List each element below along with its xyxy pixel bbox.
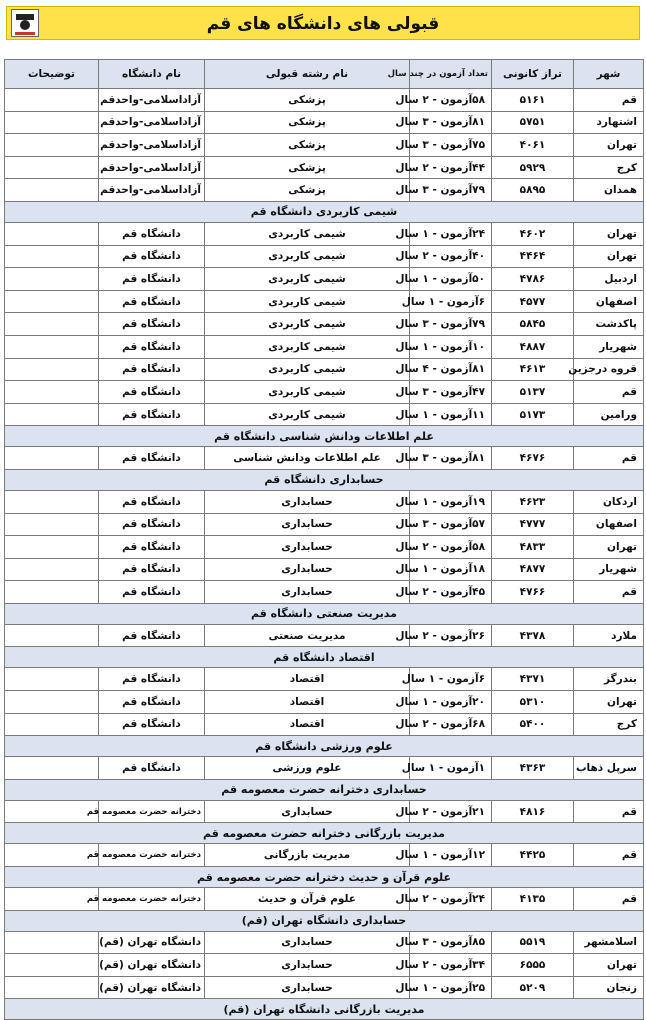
cell-exam-count: ۵۸آزمون - ۲ سال: [410, 536, 492, 559]
cell-city: اردکان: [574, 490, 644, 513]
section-header-row: [5, 469, 644, 490]
cell-city: ورامین: [574, 403, 644, 426]
admissions-table: [4, 59, 644, 1020]
table-row: [5, 403, 644, 426]
cell-major: حسابداری: [205, 490, 410, 513]
cell-score: ۴۸۷۷: [492, 558, 574, 581]
cell-notes: [5, 156, 99, 179]
cell-exam-count: ۸۵آزمون - ۳ سال: [410, 931, 492, 954]
title-banner: [6, 6, 640, 40]
cell-university: دانشگاه قم: [99, 403, 205, 426]
cell-exam-count: ۸۱آزمون - ۳ سال: [410, 447, 492, 470]
section-title: شیمی کاربردی دانشگاه قم: [5, 201, 644, 222]
cell-notes: [5, 800, 99, 823]
table-row: [5, 624, 644, 647]
cell-exam-count: ۸۱آزمون - ۳ سال: [410, 111, 492, 134]
cell-city: سرپل ذهاب: [574, 757, 644, 780]
table-row: [5, 156, 644, 179]
section-title: حسابداری دخترانه حضرت معصومه قم: [5, 779, 644, 800]
section-title: اقتصاد دانشگاه قم: [5, 647, 644, 668]
cell-exam-count: ۶آزمون - ۱ سال: [410, 668, 492, 691]
cell-university: دانشگاه قم: [99, 290, 205, 313]
cell-exam-count: ۲۴آزمون - ۲ سال: [410, 888, 492, 911]
table-row: [5, 536, 644, 559]
section-header-row: [5, 603, 644, 624]
cell-notes: [5, 757, 99, 780]
cell-score: ۴۶۲۳: [492, 490, 574, 513]
cell-score: ۴۷۷۷: [492, 513, 574, 536]
cell-major: پزشکی: [205, 111, 410, 134]
cell-university: دانشگاه قم: [99, 447, 205, 470]
cell-major: پزشکی: [205, 156, 410, 179]
cell-notes: [5, 888, 99, 911]
cell-score: ۴۸۸۷: [492, 335, 574, 358]
page-header: [0, 0, 646, 46]
cell-major: حسابداری: [205, 536, 410, 559]
cell-major: شیمی کاربردی: [205, 268, 410, 291]
cell-notes: [5, 581, 99, 604]
section-header-row: [5, 999, 644, 1020]
cell-score: ۵۱۷۳: [492, 403, 574, 426]
cell-major: علوم قرآن و حدیث: [205, 888, 410, 911]
cell-major: شیمی کاربردی: [205, 358, 410, 381]
cell-notes: [5, 558, 99, 581]
cell-city: قروه درجزین: [574, 358, 644, 381]
cell-notes: [5, 290, 99, 313]
cell-notes: [5, 335, 99, 358]
cell-score: ۵۴۰۰: [492, 713, 574, 736]
cell-score: ۴۳۷۸: [492, 624, 574, 647]
cell-score: ۴۸۳۳: [492, 536, 574, 559]
cell-city: زنجان: [574, 976, 644, 999]
cell-university: دانشگاه قم: [99, 536, 205, 559]
cell-score: ۵۳۱۰: [492, 691, 574, 714]
section-title: علوم قرآن و حدیث دخترانه حضرت معصومه قم: [5, 867, 644, 888]
cell-score: ۴۵۷۷: [492, 290, 574, 313]
cell-notes: [5, 268, 99, 291]
cell-score: ۵۸۴۵: [492, 313, 574, 336]
table-row: [5, 290, 644, 313]
cell-major: اقتصاد: [205, 713, 410, 736]
col-header-notes: توضیحات: [5, 60, 99, 89]
cell-city: تهران: [574, 954, 644, 977]
cell-university: دانشگاه قم: [99, 691, 205, 714]
table-row: [5, 134, 644, 157]
cell-university: دخترانه حضرت معصومه قم: [99, 888, 205, 911]
cell-exam-count: ۴۵آزمون - ۲ سال: [410, 581, 492, 604]
table-row: [5, 800, 644, 823]
table-row: [5, 513, 644, 536]
cell-university: دانشگاه تهران (قم): [99, 954, 205, 977]
cell-exam-count: ۵۸آزمون - ۲ سال: [410, 89, 492, 112]
section-title: مدیریت بازرگانی دانشگاه تهران (قم): [5, 999, 644, 1020]
cell-notes: [5, 713, 99, 736]
cell-notes: [5, 89, 99, 112]
cell-city: کرج: [574, 156, 644, 179]
page-title: قبولی های دانشگاه های قم: [206, 14, 440, 34]
cell-score: ۵۹۲۹: [492, 156, 574, 179]
cell-score: ۵۵۱۹: [492, 931, 574, 954]
cell-city: اردبیل: [574, 268, 644, 291]
section-title: مدیریت بازرگانی دخترانه حضرت معصومه قم: [5, 823, 644, 844]
section-header-row: [5, 823, 644, 844]
cell-university: دانشگاه قم: [99, 757, 205, 780]
cell-score: ۴۳۷۱: [492, 668, 574, 691]
cell-notes: [5, 954, 99, 977]
cell-major: حسابداری: [205, 931, 410, 954]
cell-notes: [5, 245, 99, 268]
cell-city: قم: [574, 381, 644, 404]
cell-notes: [5, 976, 99, 999]
table-row: [5, 381, 644, 404]
col-header-city: شهر: [574, 60, 644, 89]
cell-exam-count: ۱۸آزمون - ۱ سال: [410, 558, 492, 581]
cell-exam-count: ۱۹آزمون - ۱ سال: [410, 490, 492, 513]
cell-score: ۴۴۲۵: [492, 844, 574, 867]
cell-university: دانشگاه تهران (قم): [99, 976, 205, 999]
cell-major: شیمی کاربردی: [205, 403, 410, 426]
cell-major: حسابداری: [205, 513, 410, 536]
cell-university: دانشگاه قم: [99, 268, 205, 291]
cell-major: حسابداری: [205, 581, 410, 604]
cell-notes: [5, 358, 99, 381]
cell-university: دانشگاه قم: [99, 490, 205, 513]
cell-university: دانشگاه قم: [99, 381, 205, 404]
table-row: [5, 245, 644, 268]
cell-exam-count: ۴۷آزمون - ۳ سال: [410, 381, 492, 404]
section-header-row: [5, 736, 644, 757]
cell-university: آزاداسلامی-واحدقم: [99, 111, 205, 134]
cell-city: اسلامشهر: [574, 931, 644, 954]
table-row: [5, 358, 644, 381]
cell-city: قم: [574, 447, 644, 470]
table-row: [5, 668, 644, 691]
cell-city: قم: [574, 800, 644, 823]
cell-score: ۴۱۳۵: [492, 888, 574, 911]
cell-major: علوم ورزشی: [205, 757, 410, 780]
cell-city: اصفهان: [574, 513, 644, 536]
cell-city: ملارد: [574, 624, 644, 647]
table-row: [5, 179, 644, 202]
cell-city: شهریار: [574, 558, 644, 581]
section-title: مدیریت صنعتی دانشگاه قم: [5, 603, 644, 624]
cell-major: شیمی کاربردی: [205, 335, 410, 358]
table-row: [5, 268, 644, 291]
col-header-university: نام دانشگاه: [99, 60, 205, 89]
cell-exam-count: ۲۶آزمون - ۲ سال: [410, 624, 492, 647]
table-row: [5, 335, 644, 358]
cell-city: تهران: [574, 691, 644, 714]
cell-city: تهران: [574, 134, 644, 157]
cell-notes: [5, 624, 99, 647]
cell-city: همدان: [574, 179, 644, 202]
cell-major: علم اطلاعات ودانش شناسی: [205, 447, 410, 470]
cell-major: شیمی کاربردی: [205, 313, 410, 336]
table-row: [5, 976, 644, 999]
table-row: [5, 558, 644, 581]
cell-score: ۵۸۹۵: [492, 179, 574, 202]
cell-city: شهریار: [574, 335, 644, 358]
cell-exam-count: ۸۱آزمون - ۴ سال: [410, 358, 492, 381]
cell-notes: [5, 931, 99, 954]
cell-university: دانشگاه قم: [99, 313, 205, 336]
cell-score: ۴۳۶۳: [492, 757, 574, 780]
cell-exam-count: ۱آزمون - ۱ سال: [410, 757, 492, 780]
section-title: علوم ورزشی دانشگاه قم: [5, 736, 644, 757]
table-row: [5, 844, 644, 867]
cell-notes: [5, 536, 99, 559]
cell-score: ۵۷۵۱: [492, 111, 574, 134]
table-row: [5, 313, 644, 336]
cell-university: آزاداسلامی-واحدقم: [99, 89, 205, 112]
table-row: [5, 713, 644, 736]
cell-city: اصفهان: [574, 290, 644, 313]
cell-university: دانشگاه قم: [99, 581, 205, 604]
section-header-row: [5, 201, 644, 222]
cell-exam-count: ۶۸آزمون - ۲ سال: [410, 713, 492, 736]
cell-exam-count: ۵۷آزمون - ۳ سال: [410, 513, 492, 536]
cell-university: دخترانه حضرت معصومه قم: [99, 844, 205, 867]
cell-major: شیمی کاربردی: [205, 245, 410, 268]
cell-major: حسابداری: [205, 976, 410, 999]
section-header-row: [5, 910, 644, 931]
cell-city: قم: [574, 581, 644, 604]
table-row: [5, 888, 644, 911]
cell-notes: [5, 381, 99, 404]
cell-city: تهران: [574, 222, 644, 245]
cell-notes: [5, 313, 99, 336]
cell-notes: [5, 111, 99, 134]
cell-major: پزشکی: [205, 179, 410, 202]
cell-university: دانشگاه قم: [99, 668, 205, 691]
cell-score: ۴۰۶۱: [492, 134, 574, 157]
cell-university: آزاداسلامی-واحدقم: [99, 156, 205, 179]
section-title: علم اطلاعات ودانش شناسی دانشگاه قم: [5, 426, 644, 447]
cell-major: شیمی کاربردی: [205, 222, 410, 245]
cell-score: ۵۲۰۹: [492, 976, 574, 999]
section-header-row: [5, 779, 644, 800]
cell-notes: [5, 134, 99, 157]
cell-notes: [5, 668, 99, 691]
cell-score: ۴۷۸۶: [492, 268, 574, 291]
cell-major: شیمی کاربردی: [205, 381, 410, 404]
cell-university: دخترانه حضرت معصومه قم: [99, 800, 205, 823]
section-title: حسابداری دانشگاه تهران (قم): [5, 910, 644, 931]
table-row: [5, 111, 644, 134]
cell-notes: [5, 447, 99, 470]
cell-score: ۵۱۶۱: [492, 89, 574, 112]
cell-major: مدیریت بازرگانی: [205, 844, 410, 867]
cell-city: قم: [574, 844, 644, 867]
cell-score: ۶۵۵۵: [492, 954, 574, 977]
col-header-exam-count: تعداد آزمون در چند سال: [410, 60, 492, 89]
section-header-row: [5, 867, 644, 888]
cell-score: ۴۸۱۶: [492, 800, 574, 823]
cell-city: قم: [574, 888, 644, 911]
table-row: [5, 222, 644, 245]
table-header-row: [5, 60, 644, 89]
cell-city: بندرگز: [574, 668, 644, 691]
cell-exam-count: ۴۰آزمون - ۲ سال: [410, 245, 492, 268]
cell-major: پزشکی: [205, 89, 410, 112]
cell-exam-count: ۲۱آزمون - ۲ سال: [410, 800, 492, 823]
cell-city: تهران: [574, 536, 644, 559]
cell-major: حسابداری: [205, 954, 410, 977]
cell-score: ۴۶۷۶: [492, 447, 574, 470]
cell-notes: [5, 513, 99, 536]
section-title: حسابداری دانشگاه قم: [5, 469, 644, 490]
cell-score: ۵۱۳۷: [492, 381, 574, 404]
cell-exam-count: ۵۰آزمون - ۱ سال: [410, 268, 492, 291]
cell-exam-count: ۲۵آزمون - ۱ سال: [410, 976, 492, 999]
cell-exam-count: ۱۰آزمون - ۱ سال: [410, 335, 492, 358]
section-header-row: [5, 426, 644, 447]
cell-major: حسابداری: [205, 558, 410, 581]
col-header-score: تراز کانونی: [492, 60, 574, 89]
cell-university: دانشگاه قم: [99, 513, 205, 536]
table-body: [5, 89, 644, 1020]
cell-notes: [5, 691, 99, 714]
table-row: [5, 954, 644, 977]
cell-score: ۴۴۶۴: [492, 245, 574, 268]
cell-exam-count: ۳۴آزمون - ۲ سال: [410, 954, 492, 977]
cell-university: دانشگاه قم: [99, 222, 205, 245]
cell-score: ۴۶۰۲: [492, 222, 574, 245]
cell-city: قم: [574, 89, 644, 112]
cell-exam-count: ۷۹آزمون - ۳ سال: [410, 179, 492, 202]
cell-major: اقتصاد: [205, 668, 410, 691]
cell-exam-count: ۷۵آزمون - ۳ سال: [410, 134, 492, 157]
cell-university: دانشگاه قم: [99, 713, 205, 736]
table-row: [5, 581, 644, 604]
cell-university: آزاداسلامی-واحدقم: [99, 134, 205, 157]
cell-exam-count: ۱۲آزمون - ۱ سال: [410, 844, 492, 867]
cell-major: پزشکی: [205, 134, 410, 157]
table-row: [5, 490, 644, 513]
col-header-major: نام رشته قبولی: [205, 60, 410, 89]
cell-major: اقتصاد: [205, 691, 410, 714]
cell-exam-count: ۲۴آزمون - ۱ سال: [410, 222, 492, 245]
cell-university: دانشگاه قم: [99, 624, 205, 647]
table-row: [5, 447, 644, 470]
table-row: [5, 757, 644, 780]
cell-notes: [5, 222, 99, 245]
cell-notes: [5, 490, 99, 513]
cell-university: آزاداسلامی-واحدقم: [99, 179, 205, 202]
cell-major: شیمی کاربردی: [205, 290, 410, 313]
cell-exam-count: ۴۴آزمون - ۲ سال: [410, 156, 492, 179]
table-row: [5, 89, 644, 112]
cell-university: دانشگاه قم: [99, 558, 205, 581]
cell-notes: [5, 403, 99, 426]
cell-score: ۴۷۶۶: [492, 581, 574, 604]
cell-exam-count: ۷۹آزمون - ۳ سال: [410, 313, 492, 336]
cell-exam-count: ۲۰آزمون - ۱ سال: [410, 691, 492, 714]
cell-major: مدیریت صنعتی: [205, 624, 410, 647]
cell-university: دانشگاه قم: [99, 358, 205, 381]
cell-score: ۴۶۱۳: [492, 358, 574, 381]
table-row: [5, 931, 644, 954]
cell-university: دانشگاه تهران (قم): [99, 931, 205, 954]
cell-notes: [5, 179, 99, 202]
cell-major: حسابداری: [205, 800, 410, 823]
cell-city: پاکدشت: [574, 313, 644, 336]
section-header-row: [5, 647, 644, 668]
cell-exam-count: ۶آزمون - ۱ سال: [410, 290, 492, 313]
cell-city: تهران: [574, 245, 644, 268]
cell-city: اشتهارد: [574, 111, 644, 134]
cell-university: دانشگاه قم: [99, 245, 205, 268]
cell-city: کرج: [574, 713, 644, 736]
cell-notes: [5, 844, 99, 867]
cell-exam-count: ۱۱آزمون - ۱ سال: [410, 403, 492, 426]
table-row: [5, 691, 644, 714]
cell-university: دانشگاه قم: [99, 335, 205, 358]
